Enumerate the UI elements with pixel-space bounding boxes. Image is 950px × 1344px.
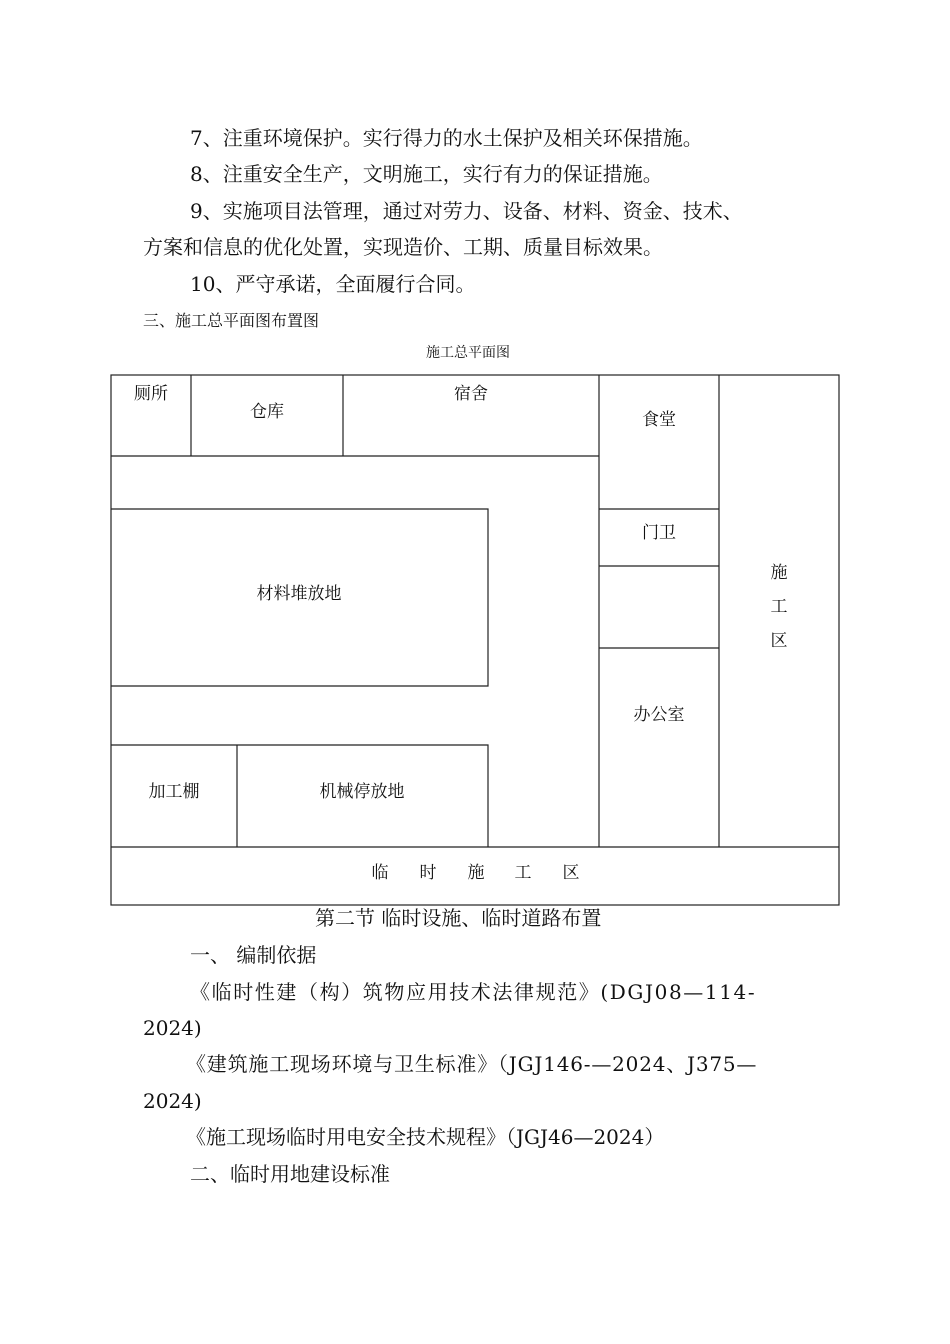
label-construction-zone-char: 施 xyxy=(770,563,788,583)
plan-outer-border xyxy=(111,375,839,905)
reference-1-line-2: 2024) xyxy=(143,1016,202,1040)
label-construction-zone-char: 区 xyxy=(770,631,788,651)
label-guard: 门卫 xyxy=(642,523,676,543)
label-office: 办公室 xyxy=(633,705,685,725)
label-canteen: 食堂 xyxy=(642,410,676,430)
label-material-yard: 材料堆放地 xyxy=(256,584,342,604)
plan-caption: 施工总平面图 xyxy=(426,345,510,361)
subheading-basis: 一、 编制依据 xyxy=(190,943,317,967)
label-processing-shed: 加工棚 xyxy=(148,782,200,802)
paragraph-8: 8、注重安全生产，文明施工，实行有力的保证措施。 xyxy=(190,162,663,186)
label-warehouse: 仓库 xyxy=(250,402,284,422)
label-temp-zone-char: 时 xyxy=(419,863,437,883)
label-dormitory: 宿舍 xyxy=(454,384,488,404)
label-machinery-yard: 机械停放地 xyxy=(319,782,405,802)
label-construction-zone-char: 工 xyxy=(770,597,788,617)
paragraph-10: 10、严守承诺，全面履行合同。 xyxy=(190,272,476,296)
section-2-title: 第二节 临时设施、临时道路布置 xyxy=(315,906,602,930)
label-temp-zone-char: 临 xyxy=(371,863,389,883)
label-temp-zone-char: 工 xyxy=(514,863,532,883)
subheading-land-standard: 二、临时用地建设标准 xyxy=(190,1162,390,1186)
paragraph-7: 7、注重环境保护。实行得力的水土保护及相关环保措施。 xyxy=(190,126,703,150)
paragraph-9-line-2: 方案和信息的优化处置，实现造价、工期、质量目标效果。 xyxy=(143,235,663,259)
label-toilet: 厕所 xyxy=(134,384,168,404)
reference-2-line-2: 2024) xyxy=(143,1089,202,1113)
label-temp-zone-char: 施 xyxy=(467,863,485,883)
reference-2-line-1: 《建筑施工现场环境与卫生标准》（JGJ146-—2024、J375— xyxy=(186,1052,758,1076)
reference-3: 《施工现场临时用电安全技术规程》（JGJ46—2024） xyxy=(186,1125,665,1149)
paragraph-9-line-1: 9、实施项目法管理，通过对劳力、设备、材料、资金、技术、 xyxy=(190,199,743,223)
label-temp-zone-char: 区 xyxy=(562,863,580,883)
section-3-heading: 三、施工总平面图布置图 xyxy=(143,311,320,330)
reference-1-line-1: 《临时性建（构）筑物应用技术法律规范》(DGJ08—114- xyxy=(190,980,757,1004)
